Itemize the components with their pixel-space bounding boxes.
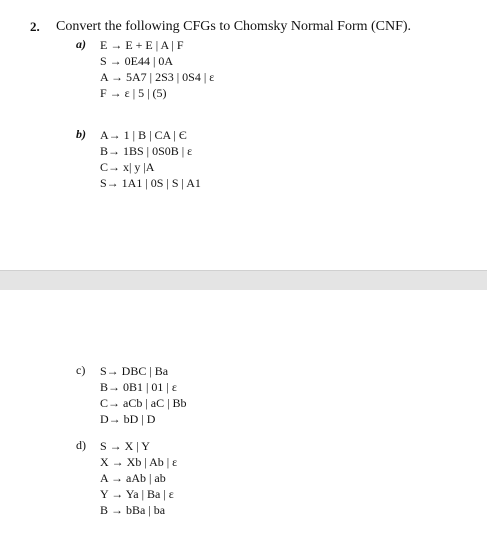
grammar-rule: B→ 1BS | 0S0B | ε [100,144,193,158]
grammar-rule: A→ 1 | B | CA | Є [100,128,187,142]
part-label-a: a) [76,37,86,51]
grammar-rule: E → E + E | A | F [100,38,184,52]
grammar-rule: B→ 0B1 | 01 | ε [100,380,177,394]
part-label-b: b) [76,127,86,141]
grammar-rule: B → bBa | ba [100,503,166,517]
grammar-rule: S → 0E44 | 0A [100,54,174,68]
grammar-rule: F → ε | 5 | (5) [100,86,167,100]
grammar-rule: S→ DBC | Ba [100,364,169,378]
grammar-rule: S→ 1A1 | 0S | S | A1 [100,176,201,190]
question-title: Convert the following CFGs to Chomsky Normal Form (CNF). [56,19,412,34]
grammar-rules-a [100,37,214,101]
grammar-rule: C→ x| y |A [100,160,155,174]
grammar-rule: A → 5A7 | 2S3 | 0S4 | ε [100,70,215,84]
grammar-rule: D→ bD | D [100,412,156,426]
grammar-rule: A → aAb | ab [100,471,166,485]
grammar-rules-c [100,363,186,427]
question-number: 2. [30,19,40,34]
page-separator [0,270,487,292]
document-page-2 [0,290,487,535]
grammar-rule: C→ aCb | aC | Bb [100,396,187,410]
part-label-d: d) [76,438,86,452]
grammar-rules-d [100,438,177,518]
part-label-c: c) [76,363,86,377]
grammar-rule: X → Xb | Ab | ε [100,455,178,469]
grammar-rule: Y → Ya | Ba | ε [100,487,174,501]
grammar-rules-b [100,127,201,191]
grammar-rule: S → X | Y [100,439,150,453]
